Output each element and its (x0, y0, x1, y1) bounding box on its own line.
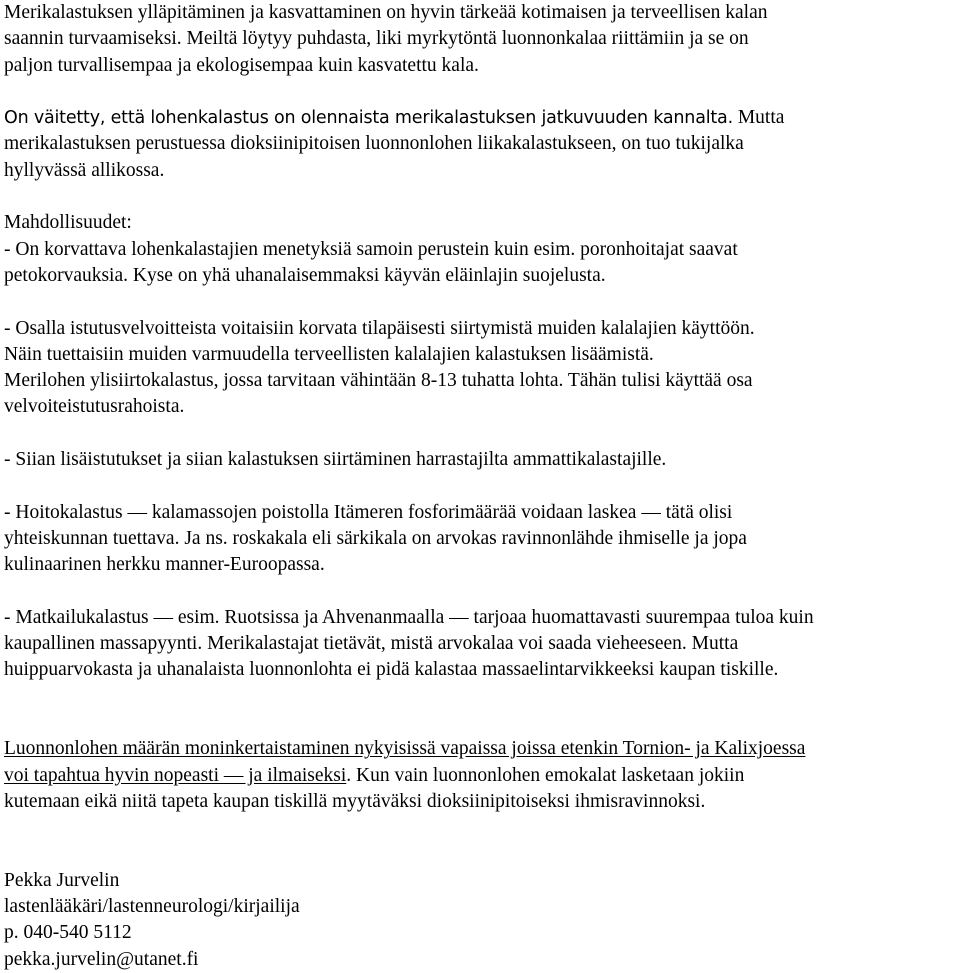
text-line: kutemaan eikä niitä tapeta kaupan tiskillä myytäväksi dioksiinipitoiseksi ihmisravinnoksi. (4, 790, 706, 812)
text-line: saannin turvaamiseksi. Meiltä löytyy puhdasta, liki myrkytöntä luonnonkalaa riittämiin ja se on (4, 28, 749, 50)
section-heading: Mahdollisuudet: (4, 212, 132, 234)
paragraph-conclusion (4, 736, 956, 815)
paragraph-gap (4, 289, 956, 315)
paragraph-whitefish (4, 447, 956, 473)
claim-sans-text: On väitetty, että lohenkalastus on olennaista merikalastuksen jatkuvuuden kannalta. (4, 108, 733, 129)
text-line (4, 105, 956, 131)
paragraph-gap (4, 79, 956, 105)
conclusion-text: . Kun vain luonnonlohen emokalat lasketaan jokiin (346, 764, 745, 786)
paragraph-gap (4, 710, 956, 736)
text-line: Merikalastuksen ylläpitäminen ja kasvattaminen on hyvin tärkeää kotimaisen ja terveellisen kalan (4, 2, 768, 23)
text-line: - Hoitokalastus — kalamassojen poistolla Itämeren fosforimäärää voidaan laskea — tätä olisi (4, 501, 733, 523)
text-line: paljon turvallisempaa ja ekologisempaa kuin kasvatettu kala. (4, 54, 479, 76)
paragraph-intro (4, 0, 956, 79)
paragraph-stocking (4, 316, 956, 421)
claim-serif-text: Mutta (732, 107, 785, 129)
paragraph-gap (4, 842, 956, 868)
text-line: kaupallinen massapyynti. Merikalastajat tietävät, mistä arvokalaa voi saada vieheeseen. Mutta (4, 633, 739, 655)
text-line: huippuarvokasta ja uhanalaista luonnonlohta ei pidä kalastaa massaelintarvikkeeksi kaupan tiskille. (4, 659, 779, 681)
document-page (4, 0, 956, 973)
paragraph-possibilities (4, 210, 956, 289)
text-line: velvoiteistutusrahoista. (4, 396, 185, 418)
text-line: Näin tuettaisiin muiden varmuudella terveellisten kalalajien kalastuksen lisäämistä. (4, 343, 654, 365)
author-title: lastenlääkäri/lastenneurologi/kirjailija (4, 896, 300, 918)
text-line: - Osalla istutusvelvoitteista voitaisiin korvata tilapäisesti siirtymistä muiden kalalajien käyttöön. (4, 317, 755, 339)
paragraph-gap (4, 184, 956, 210)
text-line: yhteiskunnan tuettava. Ja ns. roskakala eli särkikala on arvokas ravinnonlähde ihmiselle ja jopa (4, 527, 747, 549)
paragraph-gap (4, 684, 956, 710)
paragraph-gap (4, 815, 956, 841)
text-line: - Matkailukalastus — esim. Ruotsissa ja Ahvenanmaalla — tarjoaa huomattavasti suurempaa tuloa kuin (4, 606, 814, 628)
paragraph-gap (4, 421, 956, 447)
text-line: - On korvattava lohenkalastajien menetyksiä samoin perustein kuin esim. poronhoitajat saavat (4, 238, 738, 260)
text-line: merikalastuksen perustuessa dioksiinipitoisen luonnonlohen liikakalastukseen, on tuo tukijalka (4, 133, 744, 155)
underlined-text: Luonnonlohen määrän moninkertaistaminen nykyisissä vapaissa joissa etenkin Tornion- ja Kalixjoessa (4, 738, 806, 760)
signature-block (4, 868, 956, 973)
text-line: hyllyvässä allikossa. (4, 159, 165, 181)
text-line: petokorvauksia. Kyse on yhä uhanalaisemmaksi käyvän eläinlajin suojelusta. (4, 264, 606, 286)
text-line: - Siian lisäistutukset ja siian kalastuksen siirtäminen harrastajilta ammattikalastajille. (4, 449, 667, 471)
author-name: Pekka Jurvelin (4, 869, 120, 891)
paragraph-management (4, 500, 956, 579)
text-line (4, 736, 956, 762)
paragraph-tourism (4, 605, 956, 684)
text-line: kulinaarinen herkku manner-Euroopassa. (4, 554, 325, 576)
author-email: pekka.jurvelin@utanet.fi (4, 948, 199, 970)
text-line: Merilohen ylisiirtokalastus, jossa tarvitaan vähintään 8-13 tuhatta lohta. Tähän tulisi käyttää osa (4, 370, 753, 392)
author-phone: p. 040-540 5112 (4, 922, 132, 944)
paragraph-claim (4, 105, 956, 184)
text-line (4, 763, 956, 789)
underlined-text: voi tapahtua hyvin nopeasti — ja ilmaiseksi (4, 764, 347, 786)
paragraph-gap (4, 473, 956, 499)
paragraph-gap (4, 579, 956, 605)
